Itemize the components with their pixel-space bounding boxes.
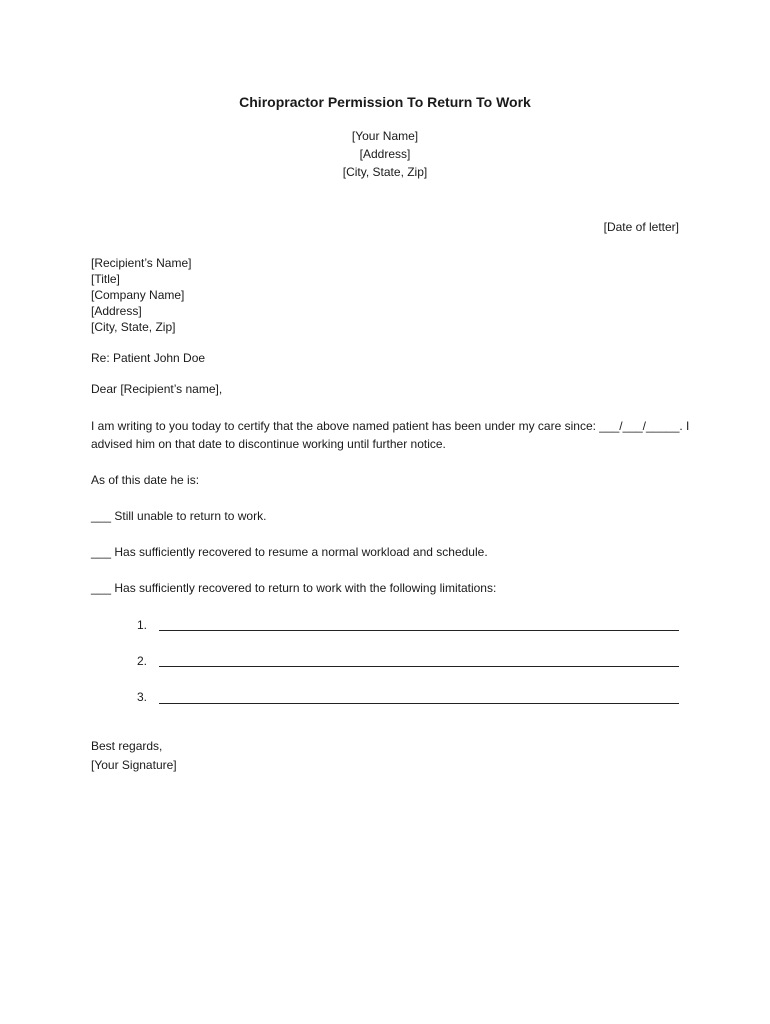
limitation-number-2: 2. (136, 654, 147, 668)
recipient-company: [Company Name] (91, 288, 185, 302)
limitation-line-3[interactable] (159, 703, 679, 704)
limitation-number-1: 1. (136, 618, 147, 632)
option-unable: ___ Still unable to return to work. (91, 509, 267, 523)
recipient-title: [Title] (91, 272, 120, 286)
sender-name: [Your Name] (351, 129, 419, 143)
body-line-2: advised him on that date to discontinue working until further notice. (91, 437, 446, 451)
document-title: Chiropractor Permission To Return To Work (239, 94, 531, 110)
salutation: Dear [Recipient’s name], (91, 382, 223, 396)
status-intro: As of this date he is: (91, 473, 200, 487)
re-line: Re: Patient John Doe (91, 351, 206, 365)
limitation-line-1[interactable] (159, 630, 679, 631)
body-line-1: I am writing to you today to certify that the above named patient has been under my care since: ___/___/_____. I (91, 419, 690, 433)
recipient-city-state-zip: [City, State, Zip] (91, 320, 176, 334)
signature: [Your Signature] (91, 758, 177, 772)
limitation-number-3: 3. (136, 690, 147, 704)
letter-date: [Date of letter] (603, 220, 679, 234)
sender-address: [Address] (359, 147, 411, 161)
sender-city-state-zip: [City, State, Zip] (342, 165, 428, 179)
option-recovered-normal: ___ Has sufficiently recovered to resume a normal workload and schedule. (91, 545, 488, 559)
option-recovered-limitations: ___ Has sufficiently recovered to return to work with the following limitations: (91, 581, 497, 595)
recipient-name: [Recipient’s Name] (91, 256, 192, 270)
closing: Best regards, (91, 739, 163, 753)
recipient-address: [Address] (91, 304, 142, 318)
limitation-line-2[interactable] (159, 666, 679, 667)
